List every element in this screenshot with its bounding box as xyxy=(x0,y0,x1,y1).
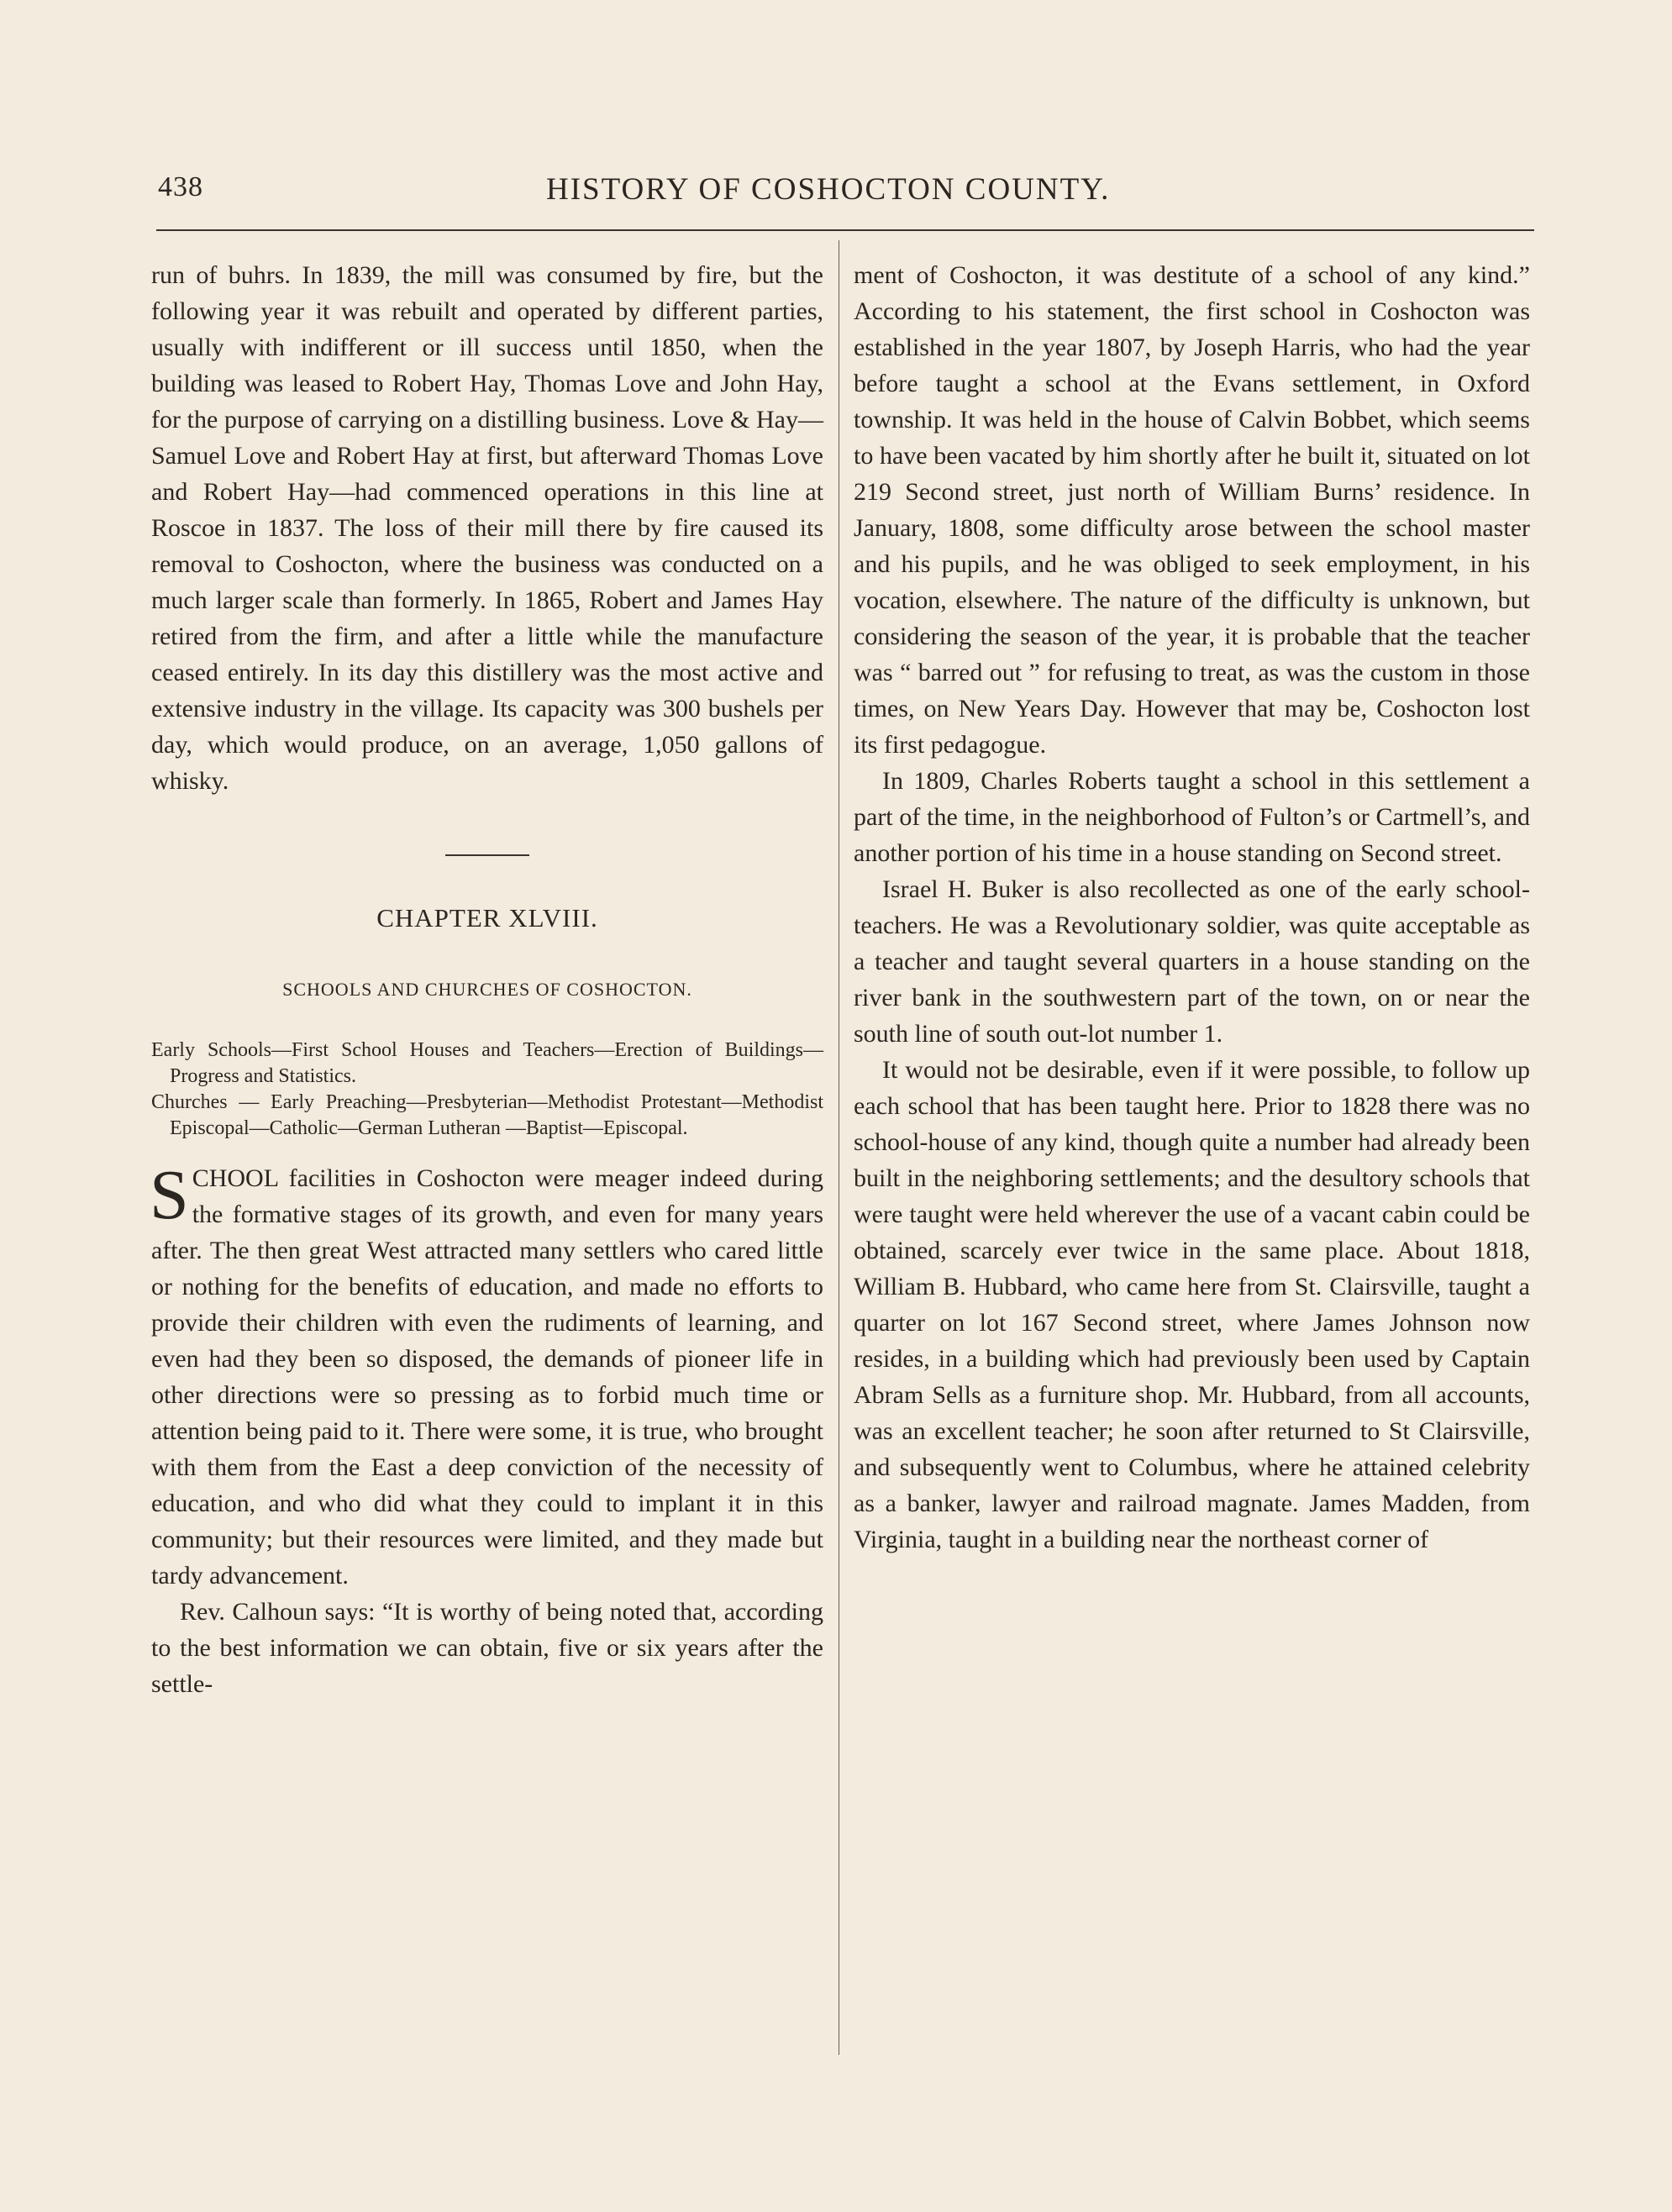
chapter-subtitle: SCHOOLS AND CHURCHES OF COSHOCTON. xyxy=(282,979,692,1000)
chapter-rule xyxy=(445,854,529,856)
chapter-title: CHAPTER XLVIII. xyxy=(376,903,598,933)
paragraph-school-facilities xyxy=(150,1156,823,1594)
left-column xyxy=(151,257,823,1702)
paragraph-first-school: ment of Coshocton, it was destitute of a school of any kind.” According to his statement, the first school in Coshocton was established in the year 1807, by Joseph Harris, who had the year before taught a school at the Evans settlement, in Oxford township. It was held in the house of Calvin Bobbet, which seems to have been vacated by him shortly after he built it, situated on lot 219 Second street, just north of William Burns’ residence. In January, 1808, some difficulty arose between the school master and his pupils, and he was obliged to seek employment, in his vocation, elsewhere. The nature of the difficulty is unknown, but considering the season of the year, it is probable that the teacher was “ barred out ” for refusing to treat, as was the custom in those times, on New Years Day. However that may be, Coshocton lost its first pedagogue. xyxy=(854,261,1530,759)
page-number: 438 xyxy=(158,171,203,202)
paragraph-school-facilities-text: CHOOL facilities in Coshocton were meager indeed during the formative stages of its growth, and even for many years after. The then great West attracted many settlers who cared little or nothing for the benefits of education, and made no efforts to provide their children with even the rudiments of learning, and even had they been so disposed, the demands of pioneer life in other directions were so pressing as to forbid much time or attention being paid to it. There were some, it is true, who brought with them from the East a deep conviction of the necessity of education, and who did what they could to implant it in this community; but their resources were limited, and they made but tardy advancement. xyxy=(151,1164,823,1589)
synopsis-schools: Early Schools—First School Houses and Teachers—Erection of Buildings—Progress and Statistics. xyxy=(151,1039,823,1087)
paragraph-distillery: run of buhrs. In 1839, the mill was consumed by fire, but the following year it was rebuilt and operated by different parties, usually with indifferent or ill success until 1850, when the building was leased to Robert Hay, Thomas Love and John Hay, for the purpose of carrying on a distilling business. Love & Hay—Samuel Love and Robert Hay at first, but afterward Thomas Love and Robert Hay—had commenced operations in this line at Roscoe in 1837. The loss of their mill there by fire caused its removal to Coshocton, where the business was conducted on a much larger scale than formerly. In 1865, Robert and James Hay retired from the firm, and after a little while the manufacture ceased entirely. In its day this distillery was the most active and extensive industry in the village. Its capacity was 300 bushels per day, which would produce, on an average, 1,050 gallons of whisky. xyxy=(151,261,823,795)
chapter-synopsis xyxy=(151,1038,823,1142)
synopsis-churches: Churches — Early Preaching—Presbyterian—Methodist Protestant—Methodist Episcopal—Catholic—German Lutheran —Baptist—Episcopal. xyxy=(151,1091,823,1139)
paragraph-calhoun: Rev. Calhoun says: “It is worthy of being noted that, according to the best information we can obtain, five or six years after the settle- xyxy=(151,1598,823,1698)
header-rule xyxy=(156,229,1534,231)
running-head: HISTORY OF COSHOCTON COUNTY. xyxy=(546,172,1111,207)
paragraph-israel-buker: Israel H. Buker is also recollected as one of the early school-teachers. He was a Revolutionary soldier, was quite acceptable as a teacher and taught several quarters in a house standing on the river bank in the southwestern part of the town, on or near the south line of south out-lot number 1. xyxy=(854,875,1530,1048)
drop-cap: S xyxy=(150,1156,189,1234)
paragraph-hubbard: It would not be desirable, even if it were possible, to follow up each school that has been taught here. Prior to 1828 there was no school-house of any kind, though quite a number had already been built in the neighboring settlements; and the desultory schools that were taught were held wherever the use of a vacant cabin could be obtained, scarcely ever twice in the same place. About 1818, William B. Hubbard, who came here from St. Clairsville, taught a quarter on lot 167 Second street, where James Johnson now resides, in a building which had previously been used by Captain Abram Sells as a furniture shop. Mr. Hubbard, from all accounts, was an excellent teacher; he soon after returned to St Clairsville, and subsequently went to Columbus, where he attained celebrity as a banker, lawyer and railroad magnate. James Madden, from Virginia, taught in a building near the northeast corner of xyxy=(854,1056,1530,1553)
paragraph-charles-roberts: In 1809, Charles Roberts taught a school in this settlement a part of the time, in the neighborhood of Fulton’s or Cartmell’s, and another portion of his time in a house standing on Second street. xyxy=(854,767,1530,867)
right-column xyxy=(854,257,1530,1558)
